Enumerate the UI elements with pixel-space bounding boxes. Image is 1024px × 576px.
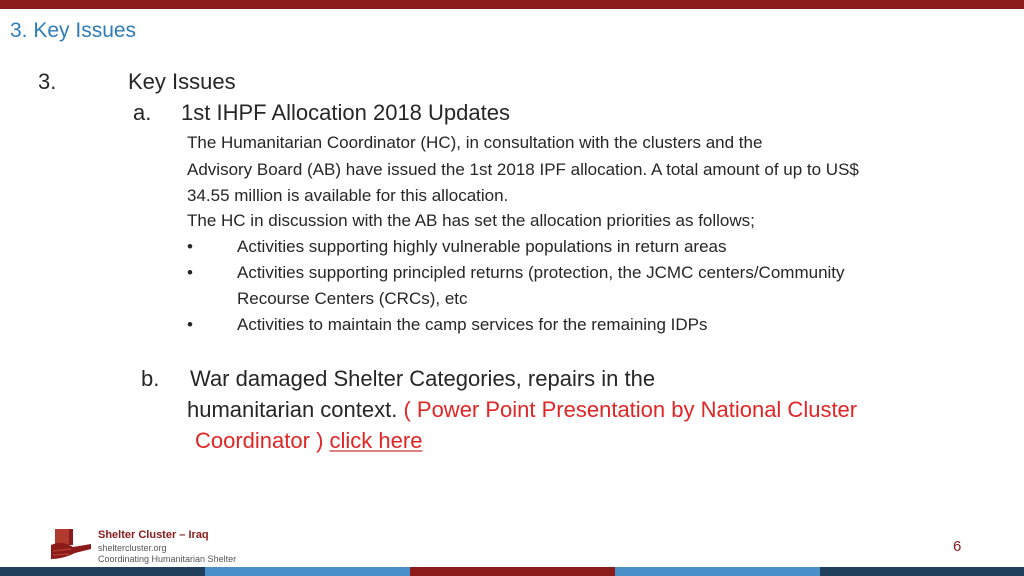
section-number: 3.: [38, 69, 57, 94]
top-accent-bar: [0, 0, 1024, 9]
section-title: Key Issues: [128, 69, 236, 94]
footer-org-name: Shelter Cluster – Iraq: [98, 529, 209, 541]
bullet-item-continuation: Recourse Centers (CRCs), etc: [237, 289, 468, 308]
click-here-link[interactable]: click here: [329, 428, 423, 453]
footer-website: sheltercluster.org: [98, 543, 167, 553]
bullet-marker: •: [187, 263, 193, 282]
bottom-bar-segment: [0, 567, 205, 576]
bullet-marker: •: [187, 237, 193, 256]
bullet-marker: •: [187, 315, 193, 334]
subsection-b-letter: b.: [141, 366, 160, 391]
paragraph-line: The Humanitarian Coordinator (HC), in consultation with the clusters and the: [187, 133, 763, 152]
shelter-cluster-logo: [51, 529, 93, 563]
presentation-note: ( Power Point Presentation by National Cluster: [397, 397, 858, 422]
subsection-b-title-line3: [195, 428, 422, 454]
logo-roof-block: [55, 529, 69, 545]
bottom-bar-segment: [615, 567, 820, 576]
slide-header-title: 3. Key Issues: [10, 19, 137, 42]
footer-tagline: Coordinating Humanitarian Shelter: [98, 554, 237, 564]
subsection-b-title-line2: [187, 397, 857, 423]
page-number: 6: [953, 538, 962, 555]
bullet-item: Activities supporting principled returns (protection, the JCMC centers/Community: [237, 263, 845, 282]
subsection-b-title-line1: War damaged Shelter Categories, repairs in the: [190, 366, 656, 391]
bottom-color-bar: [0, 567, 1024, 576]
presentation-note-end: Coordinator ): [195, 428, 330, 453]
bullet-item: Activities supporting highly vulnerable populations in return areas: [237, 237, 727, 256]
subsection-a-title: 1st IHPF Allocation 2018 Updates: [181, 100, 510, 125]
logo-roof-side: [69, 529, 73, 545]
bottom-bar-segment: [205, 567, 410, 576]
paragraph-line: Advisory Board (AB) have issued the 1st 2018 IPF allocation. A total amount of up to US$: [187, 160, 859, 179]
subsection-a-letter: a.: [133, 100, 152, 125]
paragraph-line: 34.55 million is available for this allocation.: [187, 186, 509, 205]
bottom-bar-segment: [410, 567, 615, 576]
bottom-bar-segment: [820, 567, 1024, 576]
bullet-item: Activities to maintain the camp services for the remaining IDPs: [237, 315, 708, 334]
subsection-b-context-text: humanitarian context.: [187, 397, 398, 422]
paragraph-line: The HC in discussion with the AB has set the allocation priorities as follows;: [187, 211, 755, 230]
